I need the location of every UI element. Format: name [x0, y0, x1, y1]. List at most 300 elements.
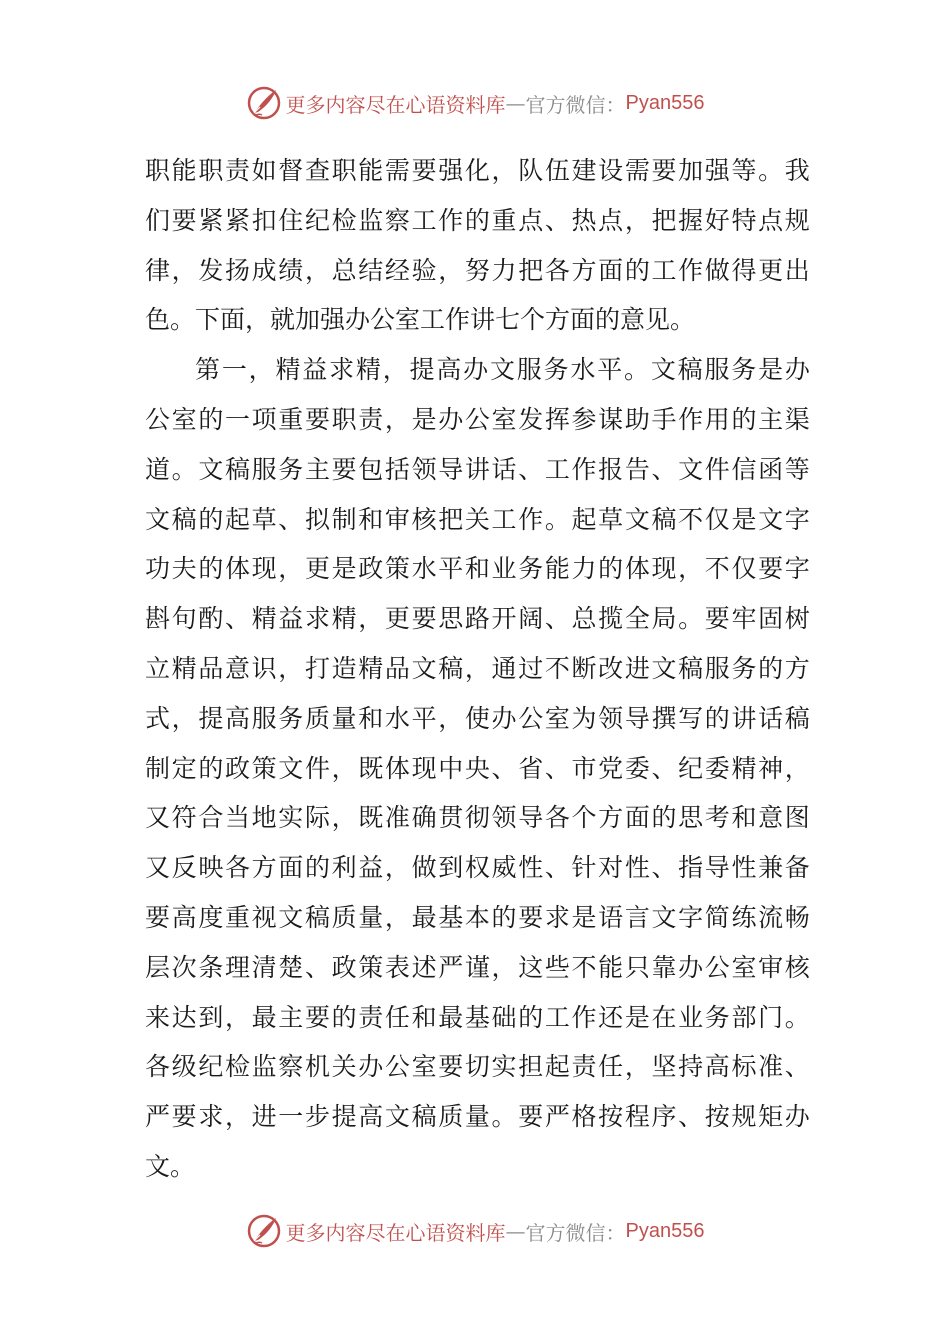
- text-char: 职: [331, 156, 357, 185]
- text-char: 打: [304, 653, 330, 683]
- text-char: 的: [198, 404, 224, 434]
- text-char: 发: [198, 255, 224, 285]
- text-char: 、: [491, 753, 517, 783]
- text-char: 能: [544, 554, 570, 584]
- text-line: [145, 893, 810, 943]
- text-char: ，: [224, 1002, 250, 1032]
- text-char: ，: [784, 753, 810, 783]
- text-line-last: 色。下面，就加强办公室工作讲七个方面的意见。: [145, 305, 696, 335]
- header-banner: [0, 83, 950, 123]
- text-char: 和: [731, 803, 757, 833]
- text-char: 门: [758, 1002, 784, 1032]
- banner-wechat-id: Pyan556: [625, 91, 705, 114]
- text-char: 最: [251, 1002, 277, 1032]
- text-char: 准: [384, 803, 410, 833]
- text-char: 关: [464, 504, 490, 534]
- text-char: 做: [411, 853, 437, 883]
- text-char: 各: [145, 1052, 171, 1082]
- text-char: 务: [278, 454, 304, 484]
- text-char: ，: [248, 355, 274, 385]
- text-char: 部: [731, 1002, 757, 1032]
- text-char: 思: [678, 803, 704, 833]
- text-char: 担: [518, 1052, 544, 1082]
- text-char: 提: [409, 355, 435, 385]
- text-char: 求: [544, 902, 570, 932]
- text-char: 质: [304, 703, 330, 733]
- text-char: 更: [384, 604, 410, 634]
- text-char: 些: [544, 952, 570, 982]
- text-char: 纪: [198, 1052, 224, 1082]
- text-char: 把: [518, 255, 544, 285]
- text-char: 需: [384, 156, 410, 185]
- text-char: 工: [544, 454, 570, 484]
- text-char: ，: [171, 255, 197, 285]
- text-char: 的: [518, 1002, 544, 1032]
- text-char: 简: [704, 902, 730, 932]
- text-char: 。: [544, 504, 570, 534]
- text-char: 到: [438, 853, 464, 883]
- text-char: 的: [731, 404, 757, 434]
- text-char: 告: [624, 454, 650, 484]
- text-char: 务: [278, 703, 304, 733]
- text-char: 审: [758, 952, 784, 982]
- text-char: 现: [251, 554, 277, 584]
- text-char: 靠: [651, 952, 677, 982]
- text-char: 是: [571, 902, 597, 932]
- paragraph-first-line: [145, 345, 810, 395]
- text-char: 文: [198, 454, 224, 484]
- text-char: 既: [358, 803, 384, 833]
- text-char: 力: [571, 554, 597, 584]
- text-char: 委: [624, 753, 650, 783]
- text-char: 文: [651, 902, 677, 932]
- text-char: 文: [650, 355, 676, 385]
- text-char: 求: [198, 1102, 224, 1132]
- text-char: 工: [411, 205, 437, 235]
- text-char: 住: [278, 205, 304, 235]
- text-char: 把: [651, 205, 677, 235]
- text-char: 能: [598, 952, 624, 982]
- text-char: 造: [331, 653, 357, 683]
- text-char: 扬: [224, 255, 250, 285]
- text-char: 努: [464, 255, 490, 285]
- text-char: 、: [544, 753, 570, 783]
- text-char: 务: [731, 653, 757, 683]
- text-line: [145, 445, 810, 495]
- text-char: 服: [704, 355, 730, 385]
- text-char: 开: [491, 604, 517, 634]
- text-line: [145, 644, 810, 694]
- text-char: 、: [544, 853, 570, 883]
- text-char: 际: [304, 803, 330, 833]
- text-char: 质: [331, 902, 357, 932]
- text-char: 室: [544, 703, 570, 733]
- text-char: 全: [624, 604, 650, 634]
- text-char: ，: [384, 404, 410, 434]
- text-char: 益: [358, 853, 384, 883]
- text-char: 检: [224, 1052, 250, 1082]
- text-char: 使: [464, 703, 490, 733]
- text-char: 考: [704, 803, 730, 833]
- text-char: 对: [598, 853, 624, 883]
- text-char: 准: [758, 1052, 784, 1082]
- text-char: 量: [358, 902, 384, 932]
- text-char: 性: [624, 853, 650, 883]
- text-char: 力: [491, 255, 517, 285]
- text-char: 把: [438, 504, 464, 534]
- banner-brand-text: 更多内容尽在心语资料库: [285, 92, 506, 117]
- text-char: 等: [784, 454, 810, 484]
- text-char: 识: [251, 653, 277, 683]
- text-char: 量: [331, 703, 357, 733]
- text-char: 件: [704, 454, 730, 484]
- text-char: 精: [171, 653, 197, 683]
- text-char: 面: [278, 853, 304, 883]
- text-char: 讲: [731, 703, 757, 733]
- text-char: 要: [518, 902, 544, 932]
- text-char: 好: [704, 205, 730, 235]
- text-char: 为: [571, 703, 597, 733]
- text-char: 现: [651, 554, 677, 584]
- quill-pen-logo-icon: [246, 1213, 282, 1249]
- text-char: 树: [784, 604, 810, 634]
- text-char: 、: [224, 604, 250, 634]
- text-char: 矩: [758, 1102, 784, 1132]
- text-char: 在: [651, 1002, 677, 1032]
- text-char: ，: [171, 703, 197, 733]
- text-char: 高: [358, 1102, 384, 1132]
- text-char: 流: [758, 902, 784, 932]
- text-char: 要: [704, 604, 730, 634]
- text-char: 、: [651, 753, 677, 783]
- banner-wechat-id: Pyan556: [625, 1219, 705, 1242]
- text-char: 领: [598, 703, 624, 733]
- text-char: 。: [624, 355, 650, 385]
- text-char: 结: [358, 255, 384, 285]
- text-char: 清: [251, 952, 277, 982]
- text-char: 稿: [171, 504, 197, 534]
- text-char: 各: [224, 853, 250, 883]
- text-char: 制: [331, 504, 357, 534]
- text-char: 监: [251, 1052, 277, 1082]
- text-char: ，: [358, 604, 384, 634]
- text-char: 办: [784, 1102, 810, 1132]
- text-char: 公: [518, 703, 544, 733]
- text-char: 础: [491, 1002, 517, 1032]
- text-char: ，: [491, 156, 517, 185]
- text-char: 不: [544, 653, 570, 683]
- text-char: 定: [171, 753, 197, 783]
- text-char: 更: [304, 554, 330, 584]
- text-char: 一: [221, 355, 247, 385]
- text-char: 稿: [678, 653, 704, 683]
- text-char: 通: [491, 653, 517, 683]
- text-char: 责: [358, 404, 384, 434]
- text-char: 务: [704, 1002, 730, 1032]
- text-char: 写: [678, 703, 704, 733]
- text-char: 格: [571, 1102, 597, 1132]
- text-char: 要: [651, 156, 677, 185]
- text-char: 要: [304, 404, 330, 434]
- text-char: 和: [411, 1002, 437, 1032]
- text-char: 、: [278, 504, 304, 534]
- text-char: 夫: [171, 554, 197, 584]
- text-char: 办: [463, 355, 489, 385]
- text-char: 文: [278, 753, 304, 783]
- text-char: 们: [145, 205, 171, 235]
- text-char: 做: [704, 255, 730, 285]
- text-char: 最: [438, 1002, 464, 1032]
- text-char: 次: [171, 952, 197, 982]
- text-char: 畅: [784, 902, 810, 932]
- text-char: 队: [518, 156, 544, 185]
- text-char: 职: [145, 156, 171, 185]
- text-char: 求: [304, 604, 330, 634]
- text-char: 撰: [651, 703, 677, 733]
- text-char: 还: [598, 1002, 624, 1032]
- text-line: [145, 793, 810, 843]
- text-char: 检: [331, 205, 357, 235]
- text-char: 改: [598, 653, 624, 683]
- text-char: 工: [544, 1002, 570, 1032]
- banner-wechat-label: 官方微信：: [525, 1220, 626, 1245]
- text-char: 意: [758, 803, 784, 833]
- text-char: ，: [384, 853, 410, 883]
- text-char: 导: [438, 454, 464, 484]
- text-char: 草: [251, 504, 277, 534]
- text-char: 是: [731, 504, 757, 534]
- text-char: 稿: [438, 653, 464, 683]
- quill-pen-logo-icon: [246, 85, 282, 121]
- text-char: 紧: [198, 205, 224, 235]
- text-char: 楚: [278, 952, 304, 982]
- text-char: 平: [438, 554, 464, 584]
- text-char: 重: [491, 205, 517, 235]
- text-char: 和: [358, 504, 384, 534]
- text-char: 的: [624, 255, 650, 285]
- text-char: 律: [145, 255, 171, 285]
- text-char: 委: [704, 753, 730, 783]
- text-char: 起: [571, 504, 597, 534]
- text-char: 的: [464, 205, 490, 235]
- text-char: 任: [598, 1052, 624, 1082]
- text-char: 要: [304, 1002, 330, 1032]
- text-char: 谋: [598, 404, 624, 434]
- text-char: 要: [331, 454, 357, 484]
- text-char: 精: [331, 604, 357, 634]
- text-char: 是: [624, 1002, 650, 1032]
- text-char: 经: [384, 255, 410, 285]
- text-char: 、: [678, 1102, 704, 1132]
- text-char: 视: [251, 902, 277, 932]
- text-char: 水: [570, 355, 596, 385]
- text-char: 的: [651, 803, 677, 833]
- text-char: 最: [411, 902, 437, 932]
- text-char: 持: [678, 1052, 704, 1082]
- text-char: 要: [145, 902, 171, 932]
- text-char: 个: [571, 803, 597, 833]
- text-char: 高: [224, 703, 250, 733]
- text-char: 仅: [704, 504, 730, 534]
- text-char: 切: [464, 1052, 490, 1082]
- text-char: 主: [278, 1002, 304, 1032]
- text-char: 神: [758, 753, 784, 783]
- text-char: 字: [784, 554, 810, 584]
- text-char: 审: [384, 504, 410, 534]
- text-char: 是: [331, 554, 357, 584]
- text-char: 工: [651, 255, 677, 285]
- text-line: [145, 594, 810, 644]
- text-char: 度: [198, 902, 224, 932]
- text-char: 到: [198, 1002, 224, 1032]
- document-body: [145, 146, 810, 1192]
- text-char: 服: [516, 355, 542, 385]
- text-char: 特: [731, 205, 757, 235]
- text-char: 步: [304, 1102, 330, 1132]
- text-char: 规: [784, 205, 810, 235]
- text-char: 职: [198, 156, 224, 185]
- text-char: 表: [384, 952, 410, 982]
- footer-banner: [0, 1211, 950, 1251]
- text-char: 纪: [304, 205, 330, 235]
- text-char: 的: [704, 703, 730, 733]
- text-char: 和: [464, 554, 490, 584]
- banner-wechat-label: 官方微信：: [525, 92, 626, 117]
- text-char: ，: [624, 1052, 650, 1082]
- text-char: 关: [331, 1052, 357, 1082]
- text-char: 主: [304, 454, 330, 484]
- text-char: 督: [278, 156, 304, 185]
- text-char: 。: [758, 156, 784, 185]
- text-char: 高: [436, 355, 462, 385]
- text-char: ，: [384, 902, 410, 932]
- text-char: 各: [544, 803, 570, 833]
- text-char: 不: [704, 554, 730, 584]
- text-line: [145, 694, 810, 744]
- text-char: 中: [438, 753, 464, 783]
- text-char: 起: [544, 1052, 570, 1082]
- text-char: 来: [145, 1002, 171, 1032]
- text-char: 要: [171, 1102, 197, 1132]
- text-char: 过: [518, 653, 544, 683]
- text-char: 办: [784, 355, 810, 385]
- text-char: 党: [598, 753, 624, 783]
- text-char: 稿: [677, 355, 703, 385]
- text-char: 室: [171, 404, 197, 434]
- text-char: 握: [678, 205, 704, 235]
- text-char: 验: [411, 255, 437, 285]
- text-char: 高: [704, 1052, 730, 1082]
- text-char: 。: [171, 454, 197, 484]
- text-char: 作: [571, 1002, 597, 1032]
- text-char: 思: [438, 604, 464, 634]
- text-line: [145, 246, 810, 296]
- text-char: 规: [731, 1102, 757, 1132]
- text-char: 文: [278, 902, 304, 932]
- text-char: 合: [198, 803, 224, 833]
- text-char: 映: [198, 853, 224, 883]
- text-char: 进: [624, 653, 650, 683]
- text-char: 符: [171, 803, 197, 833]
- text-char: 领: [491, 803, 517, 833]
- text-char: 政: [331, 952, 357, 982]
- text-char: 标: [731, 1052, 757, 1082]
- text-char: 。: [784, 1002, 810, 1032]
- text-char: 兼: [758, 853, 784, 883]
- text-char: 贯: [438, 803, 464, 833]
- text-char: 的: [598, 554, 624, 584]
- banner-separator: —: [505, 1219, 526, 1243]
- text-char: 质: [438, 1102, 464, 1132]
- text-char: 言: [624, 902, 650, 932]
- text-char: 条: [198, 952, 224, 982]
- text-char: 服: [251, 454, 277, 484]
- text-char: 查: [304, 156, 330, 185]
- text-char: 方: [784, 653, 810, 683]
- text-char: 点: [598, 205, 624, 235]
- text-char: 责: [358, 1002, 384, 1032]
- text-char: 政: [224, 753, 250, 783]
- text-char: 方: [598, 803, 624, 833]
- text-char: 断: [571, 653, 597, 683]
- text-char: 领: [411, 454, 437, 484]
- text-char: 手: [651, 404, 677, 434]
- text-char: 品: [384, 653, 410, 683]
- text-char: 精: [355, 355, 381, 385]
- text-char: 达: [171, 1002, 197, 1032]
- text-char: 这: [518, 952, 544, 982]
- text-char: 办: [678, 952, 704, 982]
- text-char: 、: [518, 454, 544, 484]
- text-line: [145, 495, 810, 545]
- text-char: 文: [678, 454, 704, 484]
- text-char: 益: [278, 604, 304, 634]
- text-char: 备: [784, 853, 810, 883]
- text-char: 责: [571, 1052, 597, 1082]
- text-char: 精: [731, 753, 757, 783]
- text-char: 项: [251, 404, 277, 434]
- text-char: 要: [411, 156, 437, 185]
- text-char: 体: [624, 554, 650, 584]
- text-char: 制: [145, 753, 171, 783]
- text-char: 各: [544, 255, 570, 285]
- text-char: 、: [544, 604, 570, 634]
- text-char: 紧: [224, 205, 250, 235]
- text-char: 进: [251, 1102, 277, 1132]
- text-char: 热: [571, 205, 597, 235]
- text-char: 稿: [784, 703, 810, 733]
- text-char: 需: [624, 156, 650, 185]
- text-char: 确: [411, 803, 437, 833]
- text-char: 作: [678, 255, 704, 285]
- text-char: ，: [464, 653, 490, 683]
- text-char: 当: [224, 803, 250, 833]
- text-char: 讲: [464, 454, 490, 484]
- text-char: 公: [384, 1052, 410, 1082]
- text-char: 坚: [651, 1052, 677, 1082]
- text-char: 导: [624, 703, 650, 733]
- text-char: 文: [384, 1102, 410, 1132]
- text-char: 核: [784, 952, 810, 982]
- text-char: 文: [411, 653, 437, 683]
- text-char: 文: [145, 504, 171, 534]
- text-char: 总: [331, 255, 357, 285]
- text-char: 成: [251, 255, 277, 285]
- text-char: 方: [251, 853, 277, 883]
- text-char: 括: [384, 454, 410, 484]
- text-char: 办: [491, 703, 517, 733]
- text-char: 作: [518, 504, 544, 534]
